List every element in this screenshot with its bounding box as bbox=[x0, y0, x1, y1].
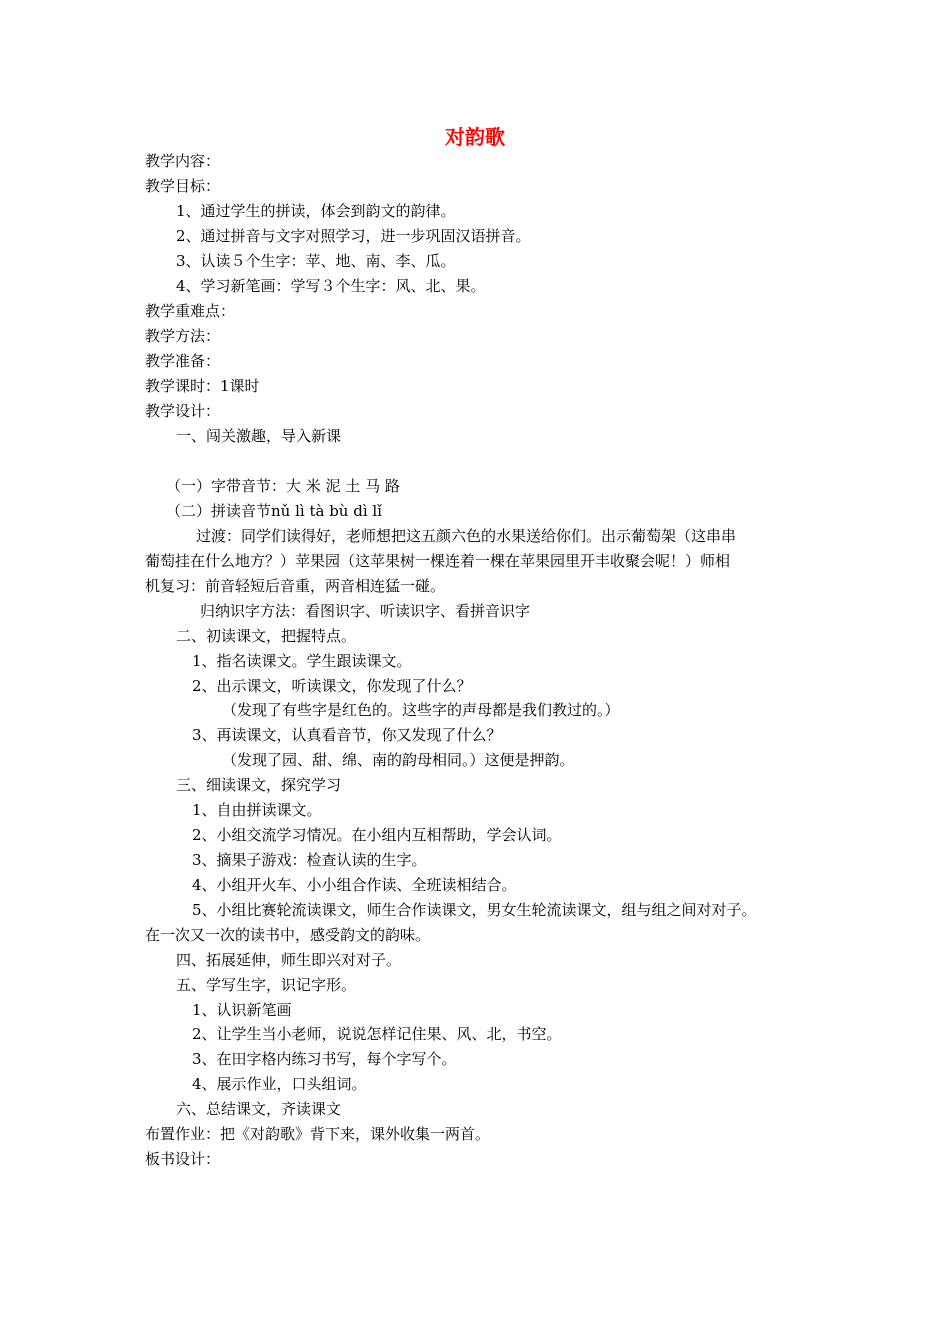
section-heading: 教学内容： bbox=[145, 152, 221, 170]
text-line: 归纳识字方法：看图识字、听读识字、看拼音识字 bbox=[200, 602, 531, 620]
text-line: 2、小组交流学习情况。在小组内互相帮助，学会认词。 bbox=[192, 826, 562, 844]
text-line: 4、展示作业，口头组词。 bbox=[192, 1075, 367, 1093]
text-line: 三、细读课文，探究学习 bbox=[176, 776, 342, 794]
text-line: 3、再读课文，认真看音节，你又发现了什么？ bbox=[192, 726, 502, 744]
text-line: 1、指名读课文。学生跟读课文。 bbox=[192, 652, 412, 670]
text-line: 3、认读５个生字：苹、地、南、李、瓜。 bbox=[176, 252, 456, 270]
section-heading: 教学方法： bbox=[145, 327, 221, 345]
text-line: 4、小组开火车、小小组合作读、全班读相结合。 bbox=[192, 876, 517, 894]
text-line: 3、摘果子游戏：检查认读的生字。 bbox=[192, 851, 427, 869]
section-heading: 布置作业：把《对韵歌》背下来，课外收集一两首。 bbox=[145, 1125, 491, 1143]
text-line: 四、拓展延伸，师生即兴对对子。 bbox=[176, 951, 402, 969]
text-line: 在一次又一次的读书中，感受韵文的韵味。 bbox=[145, 926, 431, 944]
text-line: 葡萄挂在什么地方？）苹果园（这苹果树一棵连着一棵在苹果园里开丰收聚会呢！）师相 bbox=[145, 552, 731, 570]
text-line: 3、在田字格内练习书写，每个字写个。 bbox=[192, 1050, 457, 1068]
text-line: （一）字带音节：大 米 泥 土 马 路 bbox=[166, 477, 400, 495]
text-line: 六、总结课文，齐读课文 bbox=[176, 1100, 342, 1118]
text-line: 4、学习新笔画：学写３个生字：风、北、果。 bbox=[176, 277, 486, 295]
text-line: 2、让学生当小老师，说说怎样记住果、风、北，书空。 bbox=[192, 1025, 562, 1043]
document-title: 对韵歌 bbox=[445, 125, 505, 149]
text-line: 机复习：前音轻短后音重，两音相连猛一碰。 bbox=[145, 577, 446, 595]
section-heading: 教学准备： bbox=[145, 352, 221, 370]
text-line: 1、通过学生的拼读，体会到韵文的韵律。 bbox=[176, 202, 456, 220]
text-line: （二）拼读音节nǔ lì tà bù dì lǐ bbox=[166, 502, 382, 520]
section-heading: 教学目标： bbox=[145, 177, 221, 195]
text-line: 过渡：同学们读得好，老师想把这五颜六色的水果送给你们。出示葡萄架（这串串 bbox=[196, 527, 737, 545]
text-line: 五、学写生字，识记字形。 bbox=[176, 976, 357, 994]
text-line: 1、认识新笔画 bbox=[192, 1001, 292, 1019]
text-line: （发现了园、甜、绵、南的韵母相同。）这便是押韵。 bbox=[222, 751, 575, 769]
text-line: 二、初读课文，把握特点。 bbox=[176, 627, 357, 645]
text-line: 2、出示课文，听读课文，你发现了什么？ bbox=[192, 677, 472, 695]
text-line: 一、闯关激趣，导入新课 bbox=[176, 427, 342, 445]
section-heading: 教学重难点： bbox=[145, 302, 236, 320]
text-line: 2、通过拼音与文字对照学习，进一步巩固汉语拼音。 bbox=[176, 227, 531, 245]
section-heading: 教学课时：1课时 bbox=[145, 377, 260, 395]
text-line: 1、自由拼读课文。 bbox=[192, 801, 322, 819]
section-heading: 板书设计： bbox=[145, 1150, 221, 1168]
text-line: 5、小组比赛轮流读课文，师生合作读课文，男女生轮流读课文，组与组之间对对子。 bbox=[192, 901, 757, 919]
section-heading: 教学设计： bbox=[145, 402, 221, 420]
text-line: （发现了有些字是红色的。这些字的声母都是我们教过的。） bbox=[222, 701, 620, 719]
